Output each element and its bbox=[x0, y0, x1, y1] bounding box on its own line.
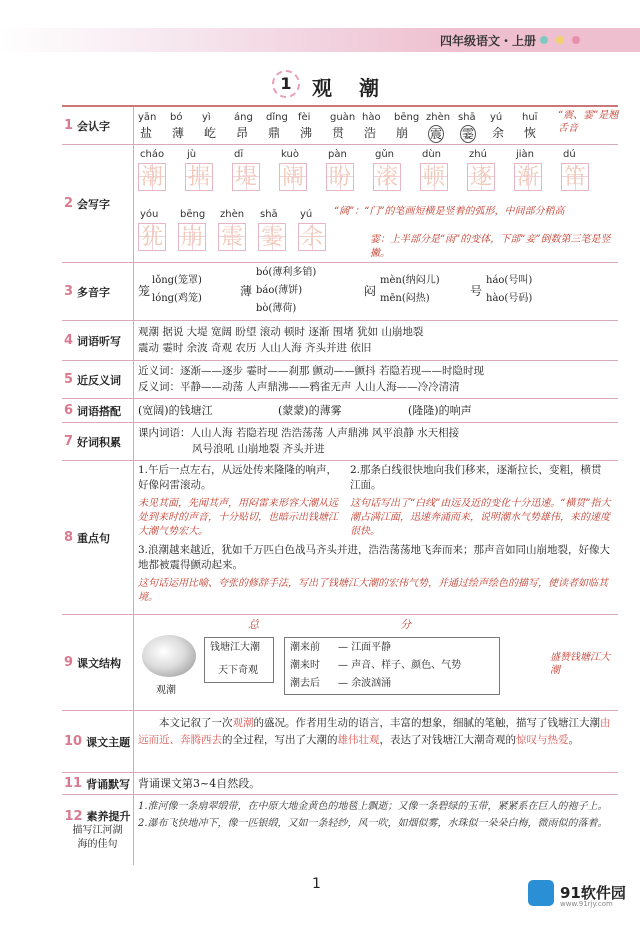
pinyin: jù bbox=[187, 149, 197, 160]
char-box: 滚 bbox=[373, 163, 401, 191]
pinyin: hào bbox=[362, 112, 381, 123]
page-number: 1 bbox=[312, 876, 321, 892]
pinyin: fèi bbox=[298, 112, 311, 123]
site-logo-text: 91软件园 bbox=[560, 884, 626, 902]
row-recite: 11 背诵默写 背诵课文第3~4自然段。 bbox=[62, 773, 618, 795]
wave-image bbox=[142, 635, 196, 677]
row-dictation: 4 词语听写 观潮 据说 大堤 宽阔 盼望 滚动 顿时 逐渐 围堵 犹如 山崩地裂 震动 霎时 余波 奇观 农历 人山人海 齐头并进 依旧 bbox=[62, 321, 618, 361]
row-good-words: 7 好词积累 课内词语：人山人海 若隐若现 浩浩荡荡 人声鼎沸 风平浪静 水天相接 风号浪吼 山崩地裂 齐头并进 bbox=[62, 423, 618, 461]
char: 盐 bbox=[140, 126, 153, 140]
pinyin: yú bbox=[300, 209, 313, 220]
pinyin: dùn bbox=[422, 149, 442, 160]
row-improve: 12 素养提升 描写江河湖海的佳句 1.淮河像一条扇翠缎带，在中原大地金黄色的地毯上飘逝；又像一条碧绿的玉带，紧紧系在巨人的袍子上。 2.瀑布飞快地冲下，像一匹银缎，又如一条轻纱，风一吹，如烟似雾，水珠似一朵朵白梅，微雨似的落着。 bbox=[62, 795, 618, 865]
pinyin: kuò bbox=[281, 149, 299, 160]
note: “震、霎”是翘舌音 bbox=[558, 110, 619, 134]
char: 崩 bbox=[396, 126, 409, 140]
char: 贯 bbox=[332, 126, 345, 140]
pinyin: dú bbox=[563, 149, 576, 160]
pinyin: áng bbox=[234, 112, 253, 123]
pinyin: shā bbox=[260, 209, 278, 220]
pinyin: pàn bbox=[328, 149, 347, 160]
decor-dot-icon bbox=[540, 36, 548, 44]
pinyin: guàn bbox=[330, 112, 356, 123]
row-structure: 9 课文结构 观潮 总 分 钱塘江大潮 天下奇观 潮来前 潮来时 潮去后 — 江面平静 — 声音、样子、颜色、气势 — 余波汹涌 盛赞钱塘江大潮 bbox=[62, 615, 618, 711]
char-box: 余 bbox=[298, 223, 326, 251]
row-recognize-chars: 1 会认字 “震、霎”是翘舌音 yān 盐 bó 薄 yì 屹 áng 昂 dǐng 鼎 fèi 沸 guàn 贯 hào 浩 bēng 崩 zhèn 震 shā 霎 yú 余 huī 恢 bbox=[62, 107, 618, 145]
grade-label: 四年级语文・上册 bbox=[440, 34, 537, 48]
pinyin: bēng bbox=[180, 209, 206, 220]
char-box: 犹 bbox=[138, 223, 166, 251]
note: “阔”：“门”的笔画短横是竖着的弧形，中间部分稍高 bbox=[334, 206, 565, 217]
pinyin: huī bbox=[522, 112, 538, 123]
pinyin: zhèn bbox=[426, 112, 451, 123]
pinyin: zhú bbox=[469, 149, 487, 160]
row-polyphones: 3 多音字 笼 lǒng(笼罩) lóng(鸡笼) 薄 bó(薄利多销) báo(薄饼) bò(薄荷) 闷 mèn(纳闷儿) mēn(闷热) 号 háo(号叫) hào(号码) bbox=[62, 263, 618, 321]
char: 屹 bbox=[204, 126, 217, 140]
char-box: 崩 bbox=[178, 223, 206, 251]
char: 沸 bbox=[300, 126, 313, 140]
page-header bbox=[0, 28, 640, 52]
char-box: 堤 bbox=[232, 163, 260, 191]
char-box: 据 bbox=[185, 163, 213, 191]
char-box: 逐 bbox=[467, 163, 495, 191]
site-logo-icon bbox=[528, 880, 554, 906]
lesson-title-bar bbox=[0, 68, 640, 104]
pinyin: yì bbox=[202, 112, 211, 123]
study-sheet bbox=[62, 105, 619, 850]
row-write-chars: 2 会写字 “阔”：“门”的笔画短横是竖着的弧形，中间部分稍高 霎：上半部分是“雨”的变体，下部“妾”倒数第三笔是竖撇。 cháo 潮 jù 据 dī 堤 kuò 阔 pàn 盼 gǔn 滚 dùn 顿 zhú 逐 jiàn 渐 dú 笛 yóu 犹 bēng 崩 zhèn 震 shā 霎 yú 余 bbox=[62, 145, 618, 263]
char: 余 bbox=[492, 126, 505, 140]
lesson-title: 观 潮 bbox=[312, 76, 389, 100]
char-box: 阔 bbox=[279, 163, 307, 191]
row-synonyms: 5 近反义词 近义词：逐渐——逐步 霎时——刹那 颤动——颤抖 若隐若现——时隐时现 反义词：平静——动荡 人声鼎沸——鸦雀无声 人山人海——冷冷清清 bbox=[62, 361, 618, 399]
pinyin: yú bbox=[490, 112, 503, 123]
pinyin: yān bbox=[138, 112, 157, 123]
pinyin: bēng bbox=[394, 112, 420, 123]
char-box: 震 bbox=[218, 223, 246, 251]
pinyin: jiàn bbox=[516, 149, 535, 160]
char: 震 bbox=[430, 127, 443, 141]
decor-dot-icon bbox=[572, 36, 580, 44]
char: 浩 bbox=[364, 126, 377, 140]
pinyin: cháo bbox=[140, 149, 165, 160]
char: 鼎 bbox=[268, 126, 281, 140]
char: 霎 bbox=[462, 127, 475, 141]
char: 恢 bbox=[524, 126, 537, 140]
note: 霎：上半部分是“雨”的变体，下部“妾”倒数第三笔是竖撇。 bbox=[370, 234, 611, 259]
decor-dot-icon bbox=[556, 36, 564, 44]
pinyin: dī bbox=[234, 149, 244, 160]
pinyin: gǔn bbox=[375, 149, 395, 160]
pinyin: zhèn bbox=[220, 209, 245, 220]
char: 薄 bbox=[172, 126, 185, 140]
pinyin: dǐng bbox=[266, 112, 288, 123]
char-box: 盼 bbox=[326, 163, 354, 191]
page-footer bbox=[0, 870, 640, 926]
row-key-sentences: 8 重点句 1.午后一点左右，从远处传来隆隆的响声，好像闷雷滚动。 未见其面，先闻其声，用闷雷来形容大潮从远处到来时的声音，十分贴切，也暗示出钱塘江大潮气势宏大。 2.那条白线很快地向我们移来，逐渐拉长，变粗，横贯江面。 这句话写出了“白线”由远及近的变化十分迅速。“横贯”指大潮占满江面，迅速奔涌而来，说明潮水气势雄伟，来的速度很快。 3.浪潮越来越近，犹如千万匹白色战马齐头并进，浩浩荡荡地飞奔而来；那声音如同山崩地裂，好像大地都被震得颤动起来。 这句话运用比喻、夸张的修辞手法，写出了钱塘江大潮的宏伟气势，并通过绘声绘色的描写，使读者如临其境。 bbox=[62, 461, 618, 615]
char: 昂 bbox=[236, 126, 249, 140]
pinyin: bó bbox=[170, 112, 183, 123]
row-collocations: 6 词语搭配 (宽阔)的钱塘江 (蒙蒙)的薄雾 (隆隆)的响声 bbox=[62, 399, 618, 423]
header-band bbox=[0, 28, 460, 52]
lesson-number: 1 bbox=[272, 70, 300, 98]
pinyin: yóu bbox=[140, 209, 159, 220]
char-box: 顿 bbox=[420, 163, 448, 191]
row-theme: 10 课文主题 本文记叙了一次观潮的盛况。作者用生动的语言，丰富的想象，细腻的笔触，描写了钱塘江大潮由远而近、奔腾西去的全过程，写出了大潮的雄伟壮观，表达了对钱塘江大潮奇观的惊叹与热爱。 bbox=[62, 711, 618, 773]
char-box: 潮 bbox=[138, 163, 166, 191]
char-box: 笛 bbox=[561, 163, 589, 191]
char-box: 渐 bbox=[514, 163, 542, 191]
char-box: 霎 bbox=[258, 223, 286, 251]
pinyin: shā bbox=[458, 112, 476, 123]
site-logo-url: www.91rjy.com bbox=[560, 900, 613, 908]
